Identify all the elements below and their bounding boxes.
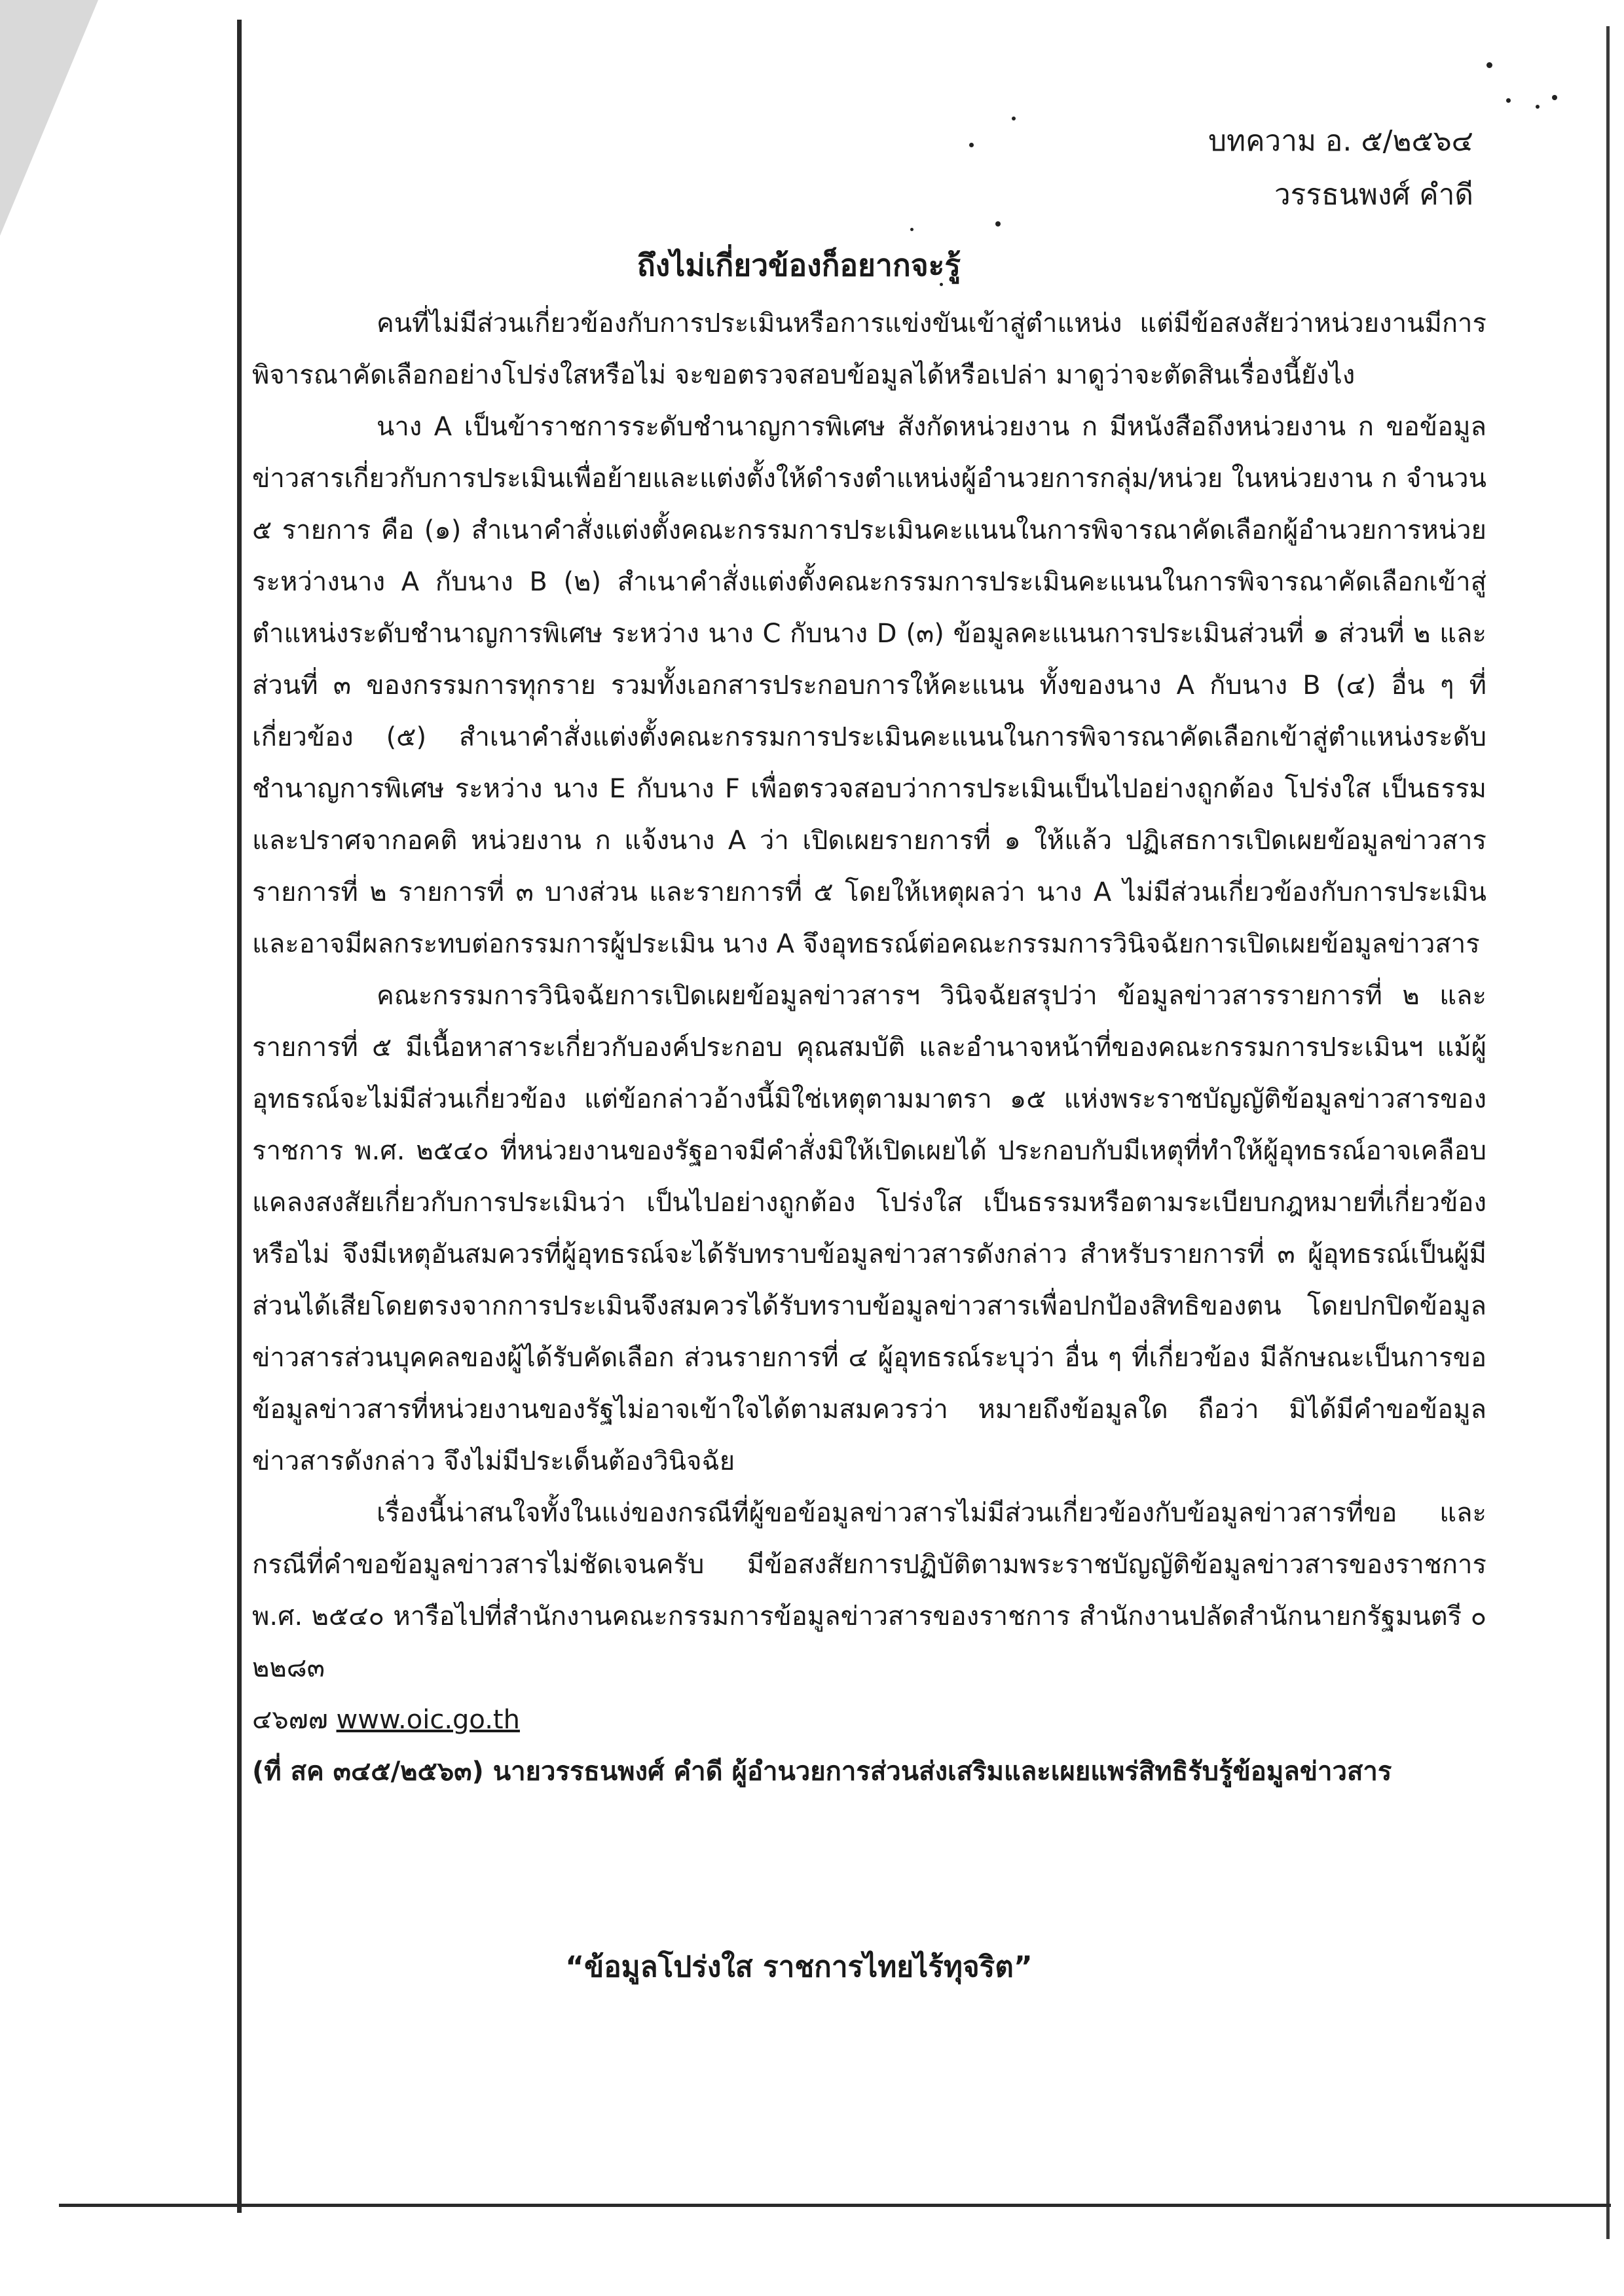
- contact-line: [252, 1694, 1486, 1746]
- page-corner-fold: [0, 0, 98, 236]
- scan-speck: [969, 143, 974, 147]
- scan-speck: [1486, 62, 1492, 68]
- scan-frame-bottom-edge: [59, 2204, 1611, 2207]
- signature-line: (ที่ สค ๓๔๕/๒๕๖๓) นายวรรธนพงศ์ คำดี ผู้อำนวยการส่วนส่งเสริมและเผยแพร่สิทธิรับรู้ข้อมูลข่าวสาร: [252, 1757, 1392, 1787]
- scan-frame-right-edge: [1606, 26, 1610, 2239]
- paragraph-case-facts: นาง A เป็นข้าราชการระดับชำนาญการพิเศษ สังกัดหน่วยงาน ก มีหนังสือถึงหน่วยงาน ก ขอข้อมูลข่าวสารเกี่ยวกับการประเมินเพื่อย้ายและแต่งตั้งให้ดำรงตำแหน่งผู้อำนวยการกลุ่ม/หน่วย ในหน่วยงาน ก จำนวน ๕ รายการ คือ (๑) สำเนาคำสั่งแต่งตั้งคณะกรรมการประเมินคะแนนในการพิจารณาคัดเลือกผู้อำนวยการหน่วย ระหว่างนาง A กับนาง B (๒) สำเนาคำสั่งแต่งตั้งคณะกรรมการประเมินคะแนนในการพิจารณาคัดเลือกเข้าสู่ตำแหน่งระดับชำนาญการพิเศษ ระหว่าง นาง C กับนาง D (๓) ข้อมูลคะแนนการประเมินส่วนที่ ๑ ส่วนที่ ๒ และส่วนที่ ๓ ของกรรมการทุกราย รวมทั้งเอกสารประกอบการให้คะแนน ทั้งของนาง A กับนาง B (๔) อื่น ๆ ที่เกี่ยวข้อง (๕) สำเนาคำสั่งแต่งตั้งคณะกรรมการประเมินคะแนนในการพิจารณาคัดเลือกเข้าสู่ตำแหน่งระดับชำนาญการพิเศษ ระหว่าง นาง E กับนาง F เพื่อตรวจสอบว่าการประเมินเป็นไปอย่างถูกต้อง โปร่งใส เป็นธรรมและปราศจากอคติ หน่วยงาน ก แจ้งนาง A ว่า เปิดเผยรายการที่ ๑ ให้แล้ว ปฏิเสธการเปิดเผยข้อมูลข่าวสารรายการที่ ๒ รายการที่ ๓ บางส่วน และรายการที่ ๕ โดยให้เหตุผลว่า นาง A ไม่มีส่วนเกี่ยวข้องกับการประเมิน และอาจมีผลกระทบต่อกรรมการผู้ประเมิน นาง A จึงอุทธรณ์ต่อคณะกรรมการวินิจฉัยการเปิดเผยข้อมูลข่าวสาร: [252, 412, 1486, 959]
- scan-speck: [1506, 98, 1511, 103]
- document-header: [1208, 115, 1473, 222]
- scan-speck: [1536, 105, 1540, 109]
- scan-speck: [995, 221, 1001, 227]
- paragraph-conclusion: เรื่องนี้น่าสนใจทั้งในแง่ของกรณีที่ผู้ขอข้อมูลข่าวสารไม่มีส่วนเกี่ยวข้องกับข้อมูลข่าวสารที่ขอ และกรณีที่คำขอข้อมูลข่าวสารไม่ชัดเจนครับ มีข้อสงสัยการปฏิบัติตามพระราชบัญญัติข้อมูลข่าวสารของราชการ พ.ศ. ๒๕๔๐ หารือไปที่สำนักงานคณะกรรมการข้อมูลข่าวสารของราชการ สำนักงานปลัดสำนักนายกรัฐมนตรี ๐ ๒๒๘๓: [252, 1498, 1486, 1683]
- scan-speck: [1552, 95, 1557, 100]
- website-link[interactable]: www.oic.go.th: [336, 1705, 520, 1735]
- paragraph-intro: คนที่ไม่มีส่วนเกี่ยวข้องกับการประเมินหรือการแข่งขันเข้าสู่ตำแหน่ง แต่มีข้อสงสัยว่าหน่วยงานมีการพิจารณาคัดเลือกอย่างโปร่งใสหรือไม่ จะขอตรวจสอบข้อมูลได้หรือเปล่า มาดูว่าจะตัดสินเรื่องนี้ยังไง: [252, 308, 1486, 390]
- article-number: บทความ อ. ๕/๒๕๖๔: [1208, 124, 1473, 158]
- scan-frame-left-edge: [237, 20, 242, 2213]
- phone-suffix: ๔๖๗๗: [252, 1705, 328, 1735]
- author-name: วรรธนพงศ์ คำดี: [1274, 178, 1473, 211]
- document-body: [252, 298, 1486, 1798]
- scan-speck: [910, 228, 913, 231]
- paragraph-decision: คณะกรรมการวินิจฉัยการเปิดเผยข้อมูลข่าวสารฯ วินิจฉัยสรุปว่า ข้อมูลข่าวสารรายการที่ ๒ และรายการที่ ๕ มีเนื้อหาสาระเกี่ยวกับองค์ประกอบ คุณสมบัติ และอำนาจหน้าที่ของคณะกรรมการประเมินฯ แม้ผู้อุทธรณ์จะไม่มีส่วนเกี่ยวข้อง แต่ข้อกล่าวอ้างนี้มิใช่เหตุตามมาตรา ๑๕ แห่งพระราชบัญญัติข้อมูลข่าวสารของราชการ พ.ศ. ๒๕๔๐ ที่หน่วยงานของรัฐอาจมีคำสั่งมิให้เปิดเผยได้ ประกอบกับมีเหตุที่ทำให้ผู้อุทธรณ์อาจเคลือบแคลงสงสัยเกี่ยวกับการประเมินว่า เป็นไปอย่างถูกต้อง โปร่งใส เป็นธรรมหรือตามระเบียบกฎหมายที่เกี่ยวข้องหรือไม่ จึงมีเหตุอันสมควรที่ผู้อุทธรณ์จะได้รับทราบข้อมูลข่าวสารดังกล่าว สำหรับรายการที่ ๓ ผู้อุทธรณ์เป็นผู้มีส่วนได้เสียโดยตรงจากการประเมินจึงสมควรได้รับทราบข้อมูลข่าวสารเพื่อปกป้องสิทธิของตน โดยปกปิดข้อมูลข่าวสารส่วนบุคคลของผู้ได้รับคัดเลือก ส่วนรายการที่ ๔ ผู้อุทธรณ์ระบุว่า อื่น ๆ ที่เกี่ยวข้อง มีลักษณะเป็นการขอข้อมูลข่าวสารที่หน่วยงานของรัฐไม่อาจเข้าใจได้ตามสมควรว่า หมายถึงข้อมูลใด ถือว่า มิได้มีคำขอข้อมูลข่าวสารดังกล่าว จึงไม่มีประเด็นต้องวินิจฉัย: [252, 981, 1486, 1476]
- scan-speck: [1012, 117, 1016, 120]
- closing-slogan: “ข้อมูลโปร่งใส ราชการไทยไร้ทุจริต”: [565, 1950, 1033, 1984]
- document-title: ถึงไม่เกี่ยวข้องก็อยากจะรู้: [637, 247, 961, 283]
